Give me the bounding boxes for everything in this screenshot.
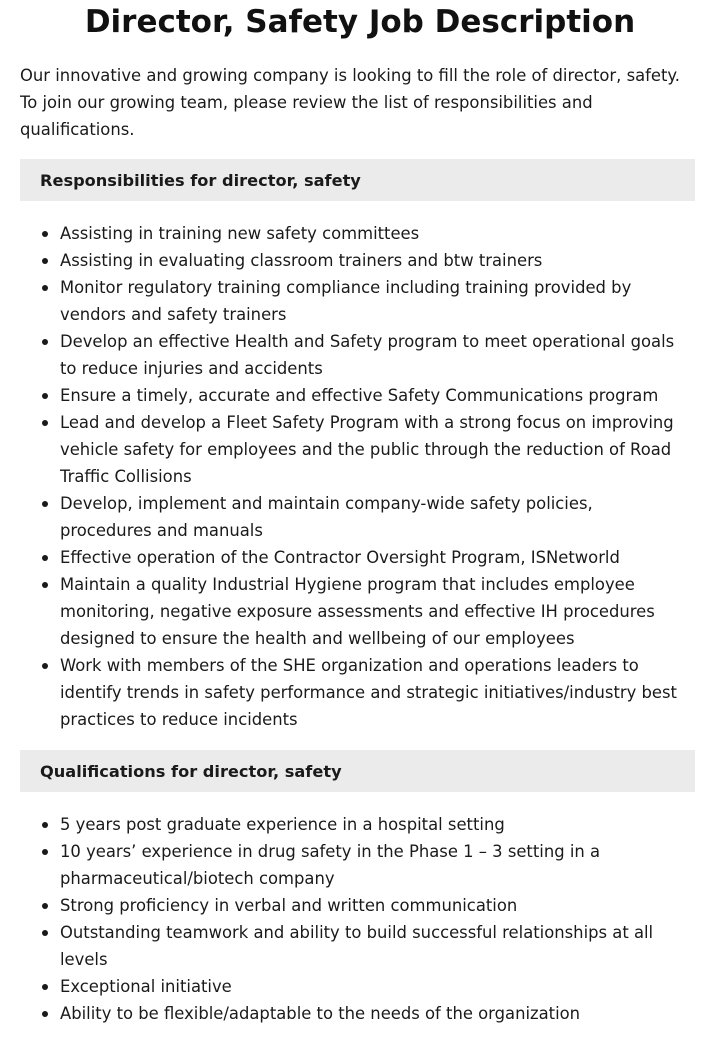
qualifications-section-header xyxy=(20,750,695,792)
qualifications-list xyxy=(0,811,680,1027)
responsibility-item: Work with members of the SHE organization and operations leaders to identify trends in safety performance and strategic initiatives/industry best practices to reduce incidents xyxy=(0,652,680,733)
qualification-item: Ability to be flexible/adaptable to the needs of the organization xyxy=(0,1000,680,1027)
qualification-item: 5 years post graduate experience in a hospital setting xyxy=(0,811,680,838)
qualification-item: 10 years’ experience in drug safety in the Phase 1 – 3 setting in a pharmaceutical/biotech company xyxy=(0,838,680,892)
responsibility-item: Maintain a quality Industrial Hygiene program that includes employee monitoring, negative exposure assessments and effective IH procedures designed to ensure the health and wellbeing of our employees xyxy=(0,571,680,652)
intro-paragraph: Our innovative and growing company is looking to fill the role of director, safety. To join our growing team, please review the list of responsibilities and qualifications. xyxy=(20,66,681,139)
responsibility-item: Develop, implement and maintain company-wide safety policies, procedures and manuals xyxy=(0,490,680,544)
responsibility-item: Lead and develop a Fleet Safety Program with a strong focus on improving vehicle safety for employees and the public through the reduction of Road Traffic Collisions xyxy=(0,409,680,490)
responsibility-item: Develop an effective Health and Safety program to meet operational goals to reduce injuries and accidents xyxy=(0,328,680,382)
responsibilities-list xyxy=(0,220,680,733)
responsibility-item: Assisting in evaluating classroom trainers and btw trainers xyxy=(0,247,680,274)
qualifications-heading: Qualifications for director, safety xyxy=(40,761,342,781)
qualification-item: Exceptional initiative xyxy=(0,973,680,1000)
responsibility-item: Ensure a timely, accurate and effective Safety Communications program xyxy=(0,382,680,409)
responsibilities-heading: Responsibilities for director, safety xyxy=(40,170,361,190)
qualification-item: Outstanding teamwork and ability to build successful relationships at all levels xyxy=(0,919,680,973)
responsibility-item: Monitor regulatory training compliance including training provided by vendors and safety trainers xyxy=(0,274,680,328)
responsibility-item: Effective operation of the Contractor Oversight Program, ISNetworld xyxy=(0,544,680,571)
qualification-item: Strong proficiency in verbal and written communication xyxy=(0,892,680,919)
responsibility-item: Assisting in training new safety committees xyxy=(0,220,680,247)
responsibilities-section-header xyxy=(20,159,695,201)
page-title: Director, Safety Job Description xyxy=(84,4,636,40)
